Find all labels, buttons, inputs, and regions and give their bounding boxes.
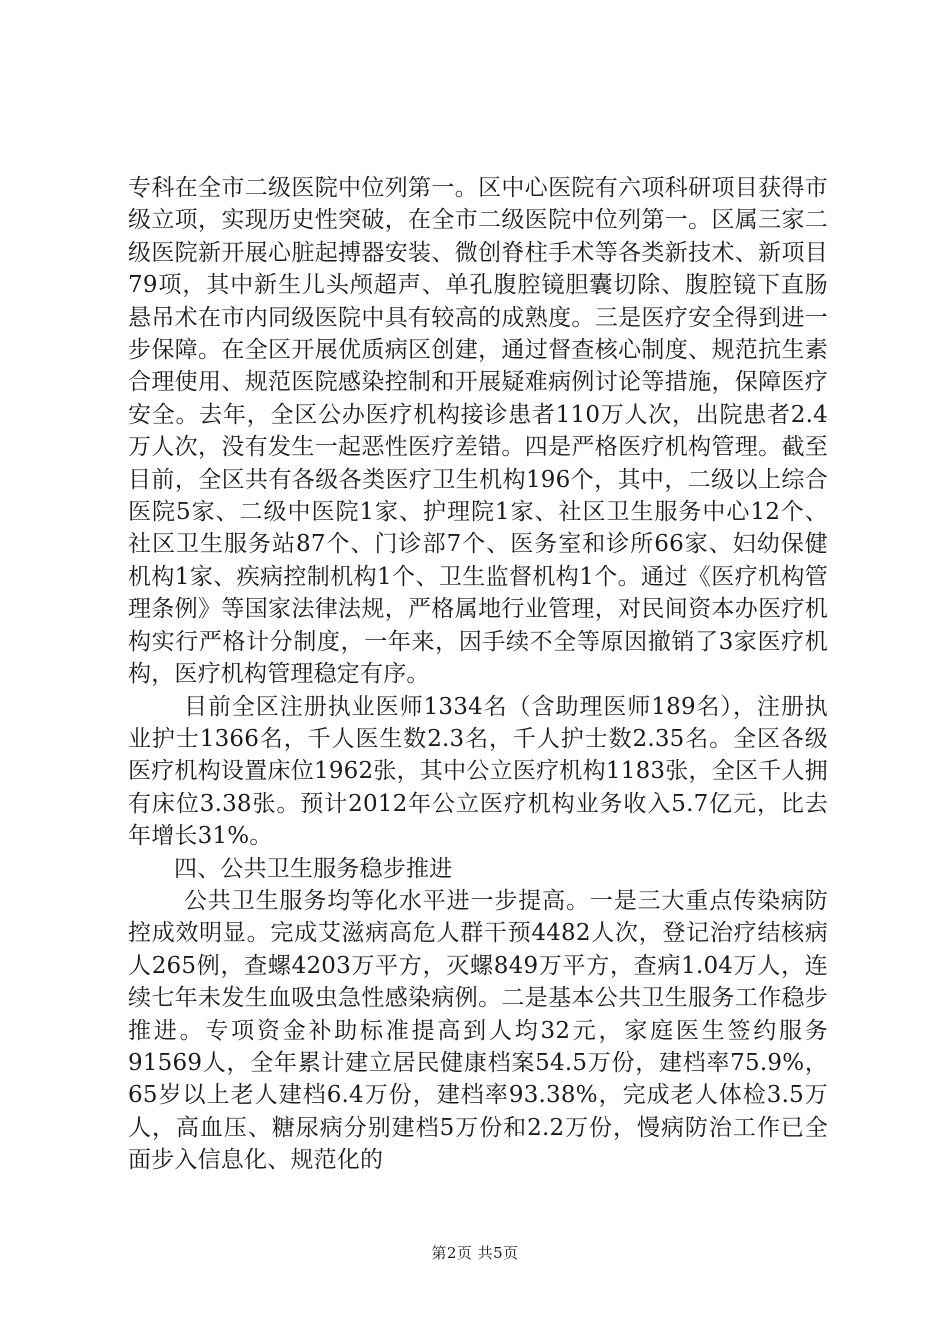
paragraph-public-health: 公共卫生服务均等化水平进一步提高。一是三大重点传染病防控成效明显。完成艾滋病高危人群干预4482人次，登记治疗结核病人265例，查螺4203万平方，灭螺849万平方，查病1.04万人，连续七年未发生血吸虫急性感染病例。二是基本公共卫生服务工作稳步推进。专项资金补助标准提高到人均32元，家庭医生签约服务91569人，全年累计建立居民健康档案54.5万份，建档率75.9%，65岁以上老人建档6.4万份，建档率93.38%，完成老人体检3.5万人，高血压、糖尿病分别建档5万份和2.2万份，慢病防治工作已全面步入信息化、规范化的	[128, 887, 828, 1174]
paragraph-medical-quality: 专科在全市二级医院中位列第一。区中心医院有六项科研项目获得市级立项，实现历史性突破，在全市二级医院中位列第一。区属三家二级医院新开展心脏起搏器安装、微创脊柱手术等各类新技术、新项目79项，其中新生儿头颅超声、单孔腹腔镜胆囊切除、腹腔镜下直肠悬吊术在市内同级医院中具有较高的成熟度。三是医疗安全得到进一步保障。在全区开展优质病区创建，通过督查核心制度、规范抗生素合理使用、规范医院感染控制和开展疑难病例讨论等措施，保障医疗安全。去年，全区公办医疗机构接诊患者110万人次，出院患者2.4万人次，没有发生一起恶性医疗差错。四是严格医疗机构管理。截至目前，全区共有各级各类医疗卫生机构196个，其中，二级以上综合医院5家、二级中医院1家、护理院1家、社区卫生服务中心12个、社区卫生服务站87个、门诊部7个、医务室和诊所66家、妇幼保健机构1家、疾病控制机构1个、卫生监督机构1个。通过《医疗机构管理条例》等国家法律法规，严格属地行业管理，对民间资本办医疗机构实行严格计分制度，一年来，因手续不全等原因撤销了3家医疗机构，医疗机构管理稳定有序。	[128, 175, 828, 688]
section-heading-public-health: 四、公共卫生服务稳步推进	[174, 855, 453, 882]
paragraph-staff-beds: 目前全区注册执业医师1334名（含助理医师189名），注册执业护士1366名，千人医生数2.3名，千人护士数2.35名。全区各级医疗机构设置床位1962张，其中公立医疗机构1183张，全区千人拥有床位3.38张。预计2012年公立医疗机构业务收入5.7亿元，比去年增长31%。	[128, 693, 828, 850]
document-body	[128, 172, 828, 1177]
page-footer: 第2页 共5页	[431, 1244, 519, 1262]
